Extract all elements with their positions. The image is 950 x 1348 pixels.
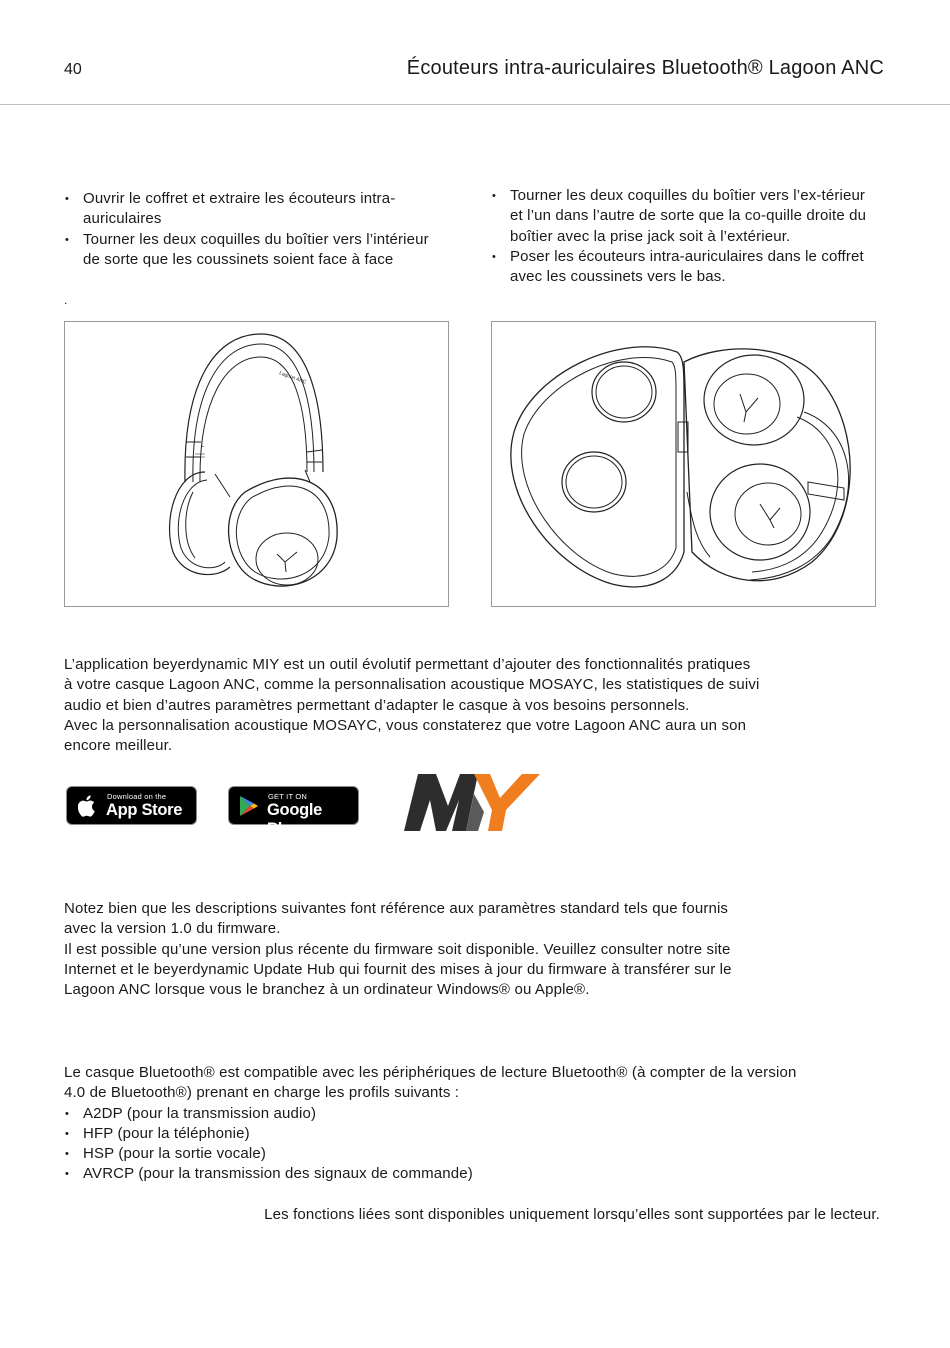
list-item: • Tourner les deux coquilles du boîtier vers l’intérieur de sorte que les coussinets soient face à face [64, 230, 444, 271]
text-line: 4.0 de Bluetooth®) prenant en charge les profils suivants : [64, 1084, 460, 1102]
list-item: • Ouvrir le coffret et extraire les écouteurs intra-auriculaires [64, 189, 444, 230]
google-play-small-text: GET IT ON [268, 792, 308, 801]
profile-list [64, 1104, 894, 1185]
compatibility-section [64, 1063, 894, 1185]
trailing-period: . [64, 293, 68, 307]
logo-m [404, 774, 478, 831]
text-line: Avec la personnalisation acoustique MOSAYC, vous constaterez que votre Lagoon ANC aura un son [64, 716, 747, 734]
app-store-badge[interactable] [66, 786, 197, 825]
text-line: L’application beyerdynamic MIY est un outil évolutif permettant d’ajouter des fonctionnalités pratiques [64, 656, 751, 673]
google-play-label: Google Play [267, 801, 323, 838]
text-line: Notez bien que les descriptions suivantes font référence aux paramètres standard tels que fournis [64, 900, 729, 917]
text-line: Internet et le beyerdynamic Update Hub qui fournit des mises à jour du firmware à transférer sur le [64, 960, 732, 978]
header-divider [0, 104, 950, 105]
left-instruction-list [64, 189, 444, 270]
list-item: • Tourner les deux coquilles du boîtier vers l’ex-térieur et l’un dans l’autre de sorte que la co-quille droite du boîtier avec la prise jack soit à l’extérieur. [491, 186, 876, 247]
case-illustration [491, 321, 876, 607]
miy-logo [404, 772, 542, 832]
right-instruction-list [491, 186, 876, 287]
text-line: encore meilleur. [64, 737, 173, 755]
apple-icon [78, 794, 98, 818]
app-store-small-text: Download on the [107, 792, 167, 801]
compatibility-footnote: Les fonctions liées sont disponibles uniquement lorsqu’elles sont supportées par le lecteur. [264, 1206, 880, 1223]
list-item: • AVRCP (pour la transmission des signaux de commande) [64, 1164, 894, 1184]
firmware-note [64, 899, 889, 1000]
text-line: Il est possible qu’une version plus récente du firmware soit disponible. Veuillez consulter notre site [64, 940, 731, 958]
list-item: • HFP (pour la téléphonie) [64, 1124, 894, 1144]
text-line: à votre casque Lagoon ANC, comme la personnalisation acoustique MOSAYC, les statistiques de suivi [64, 676, 760, 694]
google-play-icon [239, 795, 259, 817]
text-line: audio et bien d’autres paramètres permettant d’adapter le casque à vos besoins personnels. [64, 696, 690, 714]
band-brand-label: Lagoon ANC [278, 370, 308, 386]
google-play-badge[interactable] [228, 786, 359, 838]
logo-y [474, 774, 540, 831]
page-title: Écouteurs intra-auriculaires Bluetooth® Lagoon ANC [406, 57, 884, 79]
text-line: Lagoon ANC lorsque vous le branchez à un ordinateur Windows® ou Apple®. [64, 981, 590, 999]
page-number: 40 [64, 61, 82, 78]
text-line: Le casque Bluetooth® est compatible avec les périphériques de lecture Bluetooth® (à compter de la version [64, 1064, 797, 1081]
app-description [64, 655, 889, 756]
text-line: avec la version 1.0 du firmware. [64, 920, 281, 938]
list-item: • Poser les écouteurs intra-auriculaires dans le coffret avec les coussinets vers le bas. [491, 247, 876, 288]
app-store-label: App Store [106, 801, 183, 819]
headphones-illustration [64, 321, 449, 607]
side-marker-label: L [201, 443, 205, 449]
list-item: • HSP (pour la sortie vocale) [64, 1144, 894, 1164]
list-item: • A2DP (pour la transmission audio) [64, 1104, 894, 1124]
